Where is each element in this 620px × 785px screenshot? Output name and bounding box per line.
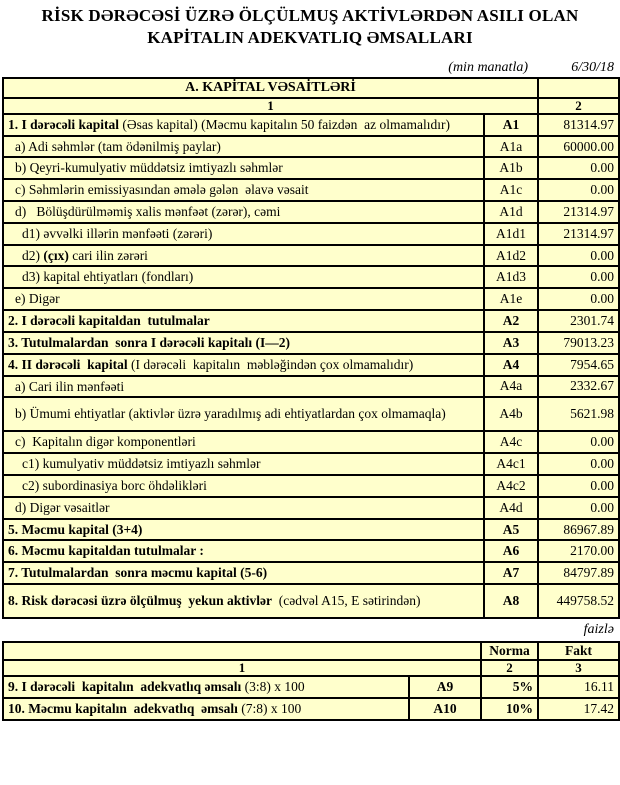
- row-label-bold-text: 4. II dərəcəli kapital: [8, 356, 128, 372]
- row-label-text: a) Adi səhmlər (tam ödənilmiş paylar): [15, 138, 221, 154]
- row-label: [3, 519, 484, 541]
- row-label-text: d3) kapital ehtiyatları (fondları): [22, 269, 194, 285]
- row-label-bold-text: (çıx): [43, 247, 69, 263]
- row-code: A1c: [484, 179, 538, 201]
- row-label: [3, 136, 484, 158]
- ratio-header-row: [3, 642, 619, 660]
- capital-table-row: [3, 310, 619, 332]
- row-label-rest-text: (cədvəl A15, E sətirindən): [271, 593, 421, 609]
- row-code: A4a: [484, 376, 538, 398]
- section-header-empty-cell: [538, 78, 619, 98]
- ratio-column-number-3: 3: [538, 660, 619, 676]
- row-label-text: b) Qeyri-kumulyativ müddətsiz imtiyazlı səhmlər: [15, 160, 283, 176]
- capital-table-row: [3, 354, 619, 376]
- row-label: [3, 562, 484, 584]
- row-code: A4c: [484, 431, 538, 453]
- row-label: [3, 376, 484, 398]
- capital-table-body: [3, 78, 619, 619]
- capital-table-row: [3, 562, 619, 584]
- capital-table-row: [3, 288, 619, 310]
- row-value: 0.00: [538, 497, 619, 519]
- row-fakt-value: 16.11: [538, 676, 619, 698]
- row-label: [3, 288, 484, 310]
- row-label-text: c) Səhmlərin emissiyasından əmələ gələn əlavə vəsait: [15, 182, 309, 198]
- row-code: A4c1: [484, 453, 538, 475]
- row-value: 86967.89: [538, 519, 619, 541]
- document-title: [2, 5, 618, 49]
- row-value: 0.00: [538, 431, 619, 453]
- capital-table-row: [3, 497, 619, 519]
- row-fakt-value: 17.42: [538, 698, 619, 720]
- row-code: A5: [484, 519, 538, 541]
- row-value: 2301.74: [538, 310, 619, 332]
- capital-table-row: [3, 114, 619, 136]
- row-value: 2332.67: [538, 376, 619, 398]
- row-label-bold-text: 9. I dərəcəli kapitalın adekvatlıq əmsalı: [8, 679, 242, 695]
- capital-table-row: [3, 540, 619, 562]
- row-label-bold-text: 1. I dərəcəli kapital: [8, 116, 119, 132]
- row-code: A8: [484, 584, 538, 618]
- row-label-bold-text: 2. I dərəcəli kapitaldan tutulmalar: [8, 313, 210, 329]
- row-value: 0.00: [538, 288, 619, 310]
- ratio-table-body: [3, 642, 619, 720]
- column-number-1: 1: [3, 98, 538, 114]
- meta-line: [2, 58, 618, 77]
- capital-table-row: [3, 157, 619, 179]
- row-code: A9: [409, 676, 481, 698]
- row-label-bold-text: 7. Tutulmalardan sonra məcmu kapital (5-6): [8, 565, 268, 581]
- row-code: A4b: [484, 397, 538, 431]
- ratio-table-row: [3, 676, 619, 698]
- row-value: 0.00: [538, 157, 619, 179]
- row-label: [3, 114, 484, 136]
- capital-table-row: [3, 397, 619, 431]
- capital-table-row: [3, 519, 619, 541]
- row-value: 0.00: [538, 266, 619, 288]
- capital-table-row: [3, 179, 619, 201]
- row-label: [3, 431, 484, 453]
- row-label: [3, 540, 484, 562]
- ratio-column-number-row: [3, 660, 619, 676]
- capital-table-row: [3, 376, 619, 398]
- ratio-header-empty-cell: [3, 642, 481, 660]
- row-code: A2: [484, 310, 538, 332]
- row-value: 0.00: [538, 179, 619, 201]
- row-value: 0.00: [538, 453, 619, 475]
- row-label: [3, 354, 484, 376]
- capital-table-row: [3, 584, 619, 618]
- capital-table-row: [3, 223, 619, 245]
- row-value: 21314.97: [538, 201, 619, 223]
- row-value: 0.00: [538, 245, 619, 267]
- row-value: 7954.65: [538, 354, 619, 376]
- row-value: 84797.89: [538, 562, 619, 584]
- row-value: 2170.00: [538, 540, 619, 562]
- ratio-table-row: [3, 698, 619, 720]
- percent-note: faizlə: [583, 622, 614, 638]
- row-label-text: d2): [22, 247, 44, 263]
- capital-table-row: [3, 453, 619, 475]
- row-label: [3, 310, 484, 332]
- row-label-text: d) Digər vəsaitlər: [15, 499, 110, 515]
- capital-table: [2, 77, 620, 620]
- row-label-bold-text: 8. Risk dərəcəsi üzrə ölçülmuş yekun aktivlər: [8, 593, 272, 609]
- row-label-bold-text: 3. Tutulmalardan sonra I dərəcəli kapitalı (I—2): [8, 334, 291, 350]
- row-label: [3, 332, 484, 354]
- row-code: A1d2: [484, 245, 538, 267]
- row-label: [3, 698, 409, 720]
- row-label: [3, 266, 484, 288]
- row-code: A10: [409, 698, 481, 720]
- row-label: [3, 584, 484, 618]
- row-label: [3, 497, 484, 519]
- row-code: A3: [484, 332, 538, 354]
- row-label: [3, 157, 484, 179]
- column-number-row: [3, 98, 619, 114]
- column-number-2: 2: [538, 98, 619, 114]
- fakt-header: Fakt: [538, 642, 619, 660]
- page: [2, 5, 618, 721]
- row-label-text: c2) subordinasiya borc öhdəlikləri: [22, 477, 207, 493]
- row-label-rest-text: (I dərəcəli kapitalın məbləğindən çox olmamalıdır): [127, 356, 414, 372]
- row-code: A7: [484, 562, 538, 584]
- row-code: A6: [484, 540, 538, 562]
- report-date: 6/30/18: [571, 59, 614, 75]
- unit-note: (min manatla): [448, 59, 528, 75]
- section-header: A. KAPİTAL VƏSAİTLƏRİ: [3, 78, 538, 98]
- row-code: A1e: [484, 288, 538, 310]
- capital-table-row: [3, 332, 619, 354]
- row-label-rest-text: cari ilin zərəri: [68, 247, 148, 263]
- row-code: A4: [484, 354, 538, 376]
- row-label-text: b) Ümumi ehtiyatlar (aktivlər üzrə yaradılmış adi ehtiyatlardan çox olmamaqla): [15, 406, 446, 422]
- row-label: [3, 245, 484, 267]
- row-label: [3, 179, 484, 201]
- row-label-bold-text: 5. Məcmu kapital (3+4): [8, 521, 143, 537]
- row-label: [3, 475, 484, 497]
- row-label: [3, 201, 484, 223]
- norma-header: Norma: [481, 642, 538, 660]
- capital-table-row: [3, 245, 619, 267]
- row-code: A1a: [484, 136, 538, 158]
- row-value: 5621.98: [538, 397, 619, 431]
- row-label-text: d1) əvvəlki illərin mənfəəti (zərəri): [22, 225, 213, 241]
- row-label-text: e) Digər: [15, 291, 60, 307]
- ratio-column-number-2: 2: [481, 660, 538, 676]
- row-norma-value: 10%: [481, 698, 538, 720]
- row-code: A1: [484, 114, 538, 136]
- row-label-rest-text: (Əsas kapital) (Məcmu kapitalın 50 faizdən az olmamalıdır): [119, 116, 451, 132]
- row-label-text: a) Cari ilin mənfəəti: [15, 378, 125, 394]
- row-label-text: d) Bölüşdürülməmiş xalis mənfəət (zərər), cəmi: [15, 204, 281, 220]
- row-norma-value: 5%: [481, 676, 538, 698]
- row-value: 449758.52: [538, 584, 619, 618]
- capital-table-row: [3, 431, 619, 453]
- capital-table-row: [3, 136, 619, 158]
- document-title-line2: KAPİTALIN ADEKVATLIQ ƏMSALLARI: [147, 27, 473, 47]
- document-title-line1: RİSK DƏRƏCƏSİ ÜZRƏ ÖLÇÜLMUŞ AKTİVLƏRDƏN ASILI OLAN: [41, 6, 579, 25]
- row-label-bold-text: 10. Məcmu kapitalın adekvatlıq əmsalı: [8, 701, 238, 717]
- row-code: A1b: [484, 157, 538, 179]
- row-value: 60000.00: [538, 136, 619, 158]
- row-value: 0.00: [538, 475, 619, 497]
- ratio-column-number-1: 1: [3, 660, 481, 676]
- row-value: 81314.97: [538, 114, 619, 136]
- row-label-rest-text: (7:8) x 100: [237, 701, 302, 717]
- section-header-row: [3, 78, 619, 98]
- capital-table-row: [3, 475, 619, 497]
- row-label-text: c1) kumulyativ müddətsiz imtiyazlı səhmlər: [22, 456, 261, 472]
- row-label: [3, 223, 484, 245]
- row-code: A1d3: [484, 266, 538, 288]
- row-label: [3, 676, 409, 698]
- row-label-rest-text: (3:8) x 100: [241, 679, 305, 695]
- row-code: A4d: [484, 497, 538, 519]
- row-value: 79013.23: [538, 332, 619, 354]
- ratio-table: [2, 641, 620, 721]
- capital-table-row: [3, 266, 619, 288]
- row-label: [3, 397, 484, 431]
- capital-table-row: [3, 201, 619, 223]
- row-value: 21314.97: [538, 223, 619, 245]
- row-label-text: c) Kapitalın digər komponentləri: [15, 434, 196, 450]
- row-label-bold-text: 6. Məcmu kapitaldan tutulmalar :: [8, 543, 204, 559]
- row-code: A1d: [484, 201, 538, 223]
- row-code: A1d1: [484, 223, 538, 245]
- row-code: A4c2: [484, 475, 538, 497]
- row-label: [3, 453, 484, 475]
